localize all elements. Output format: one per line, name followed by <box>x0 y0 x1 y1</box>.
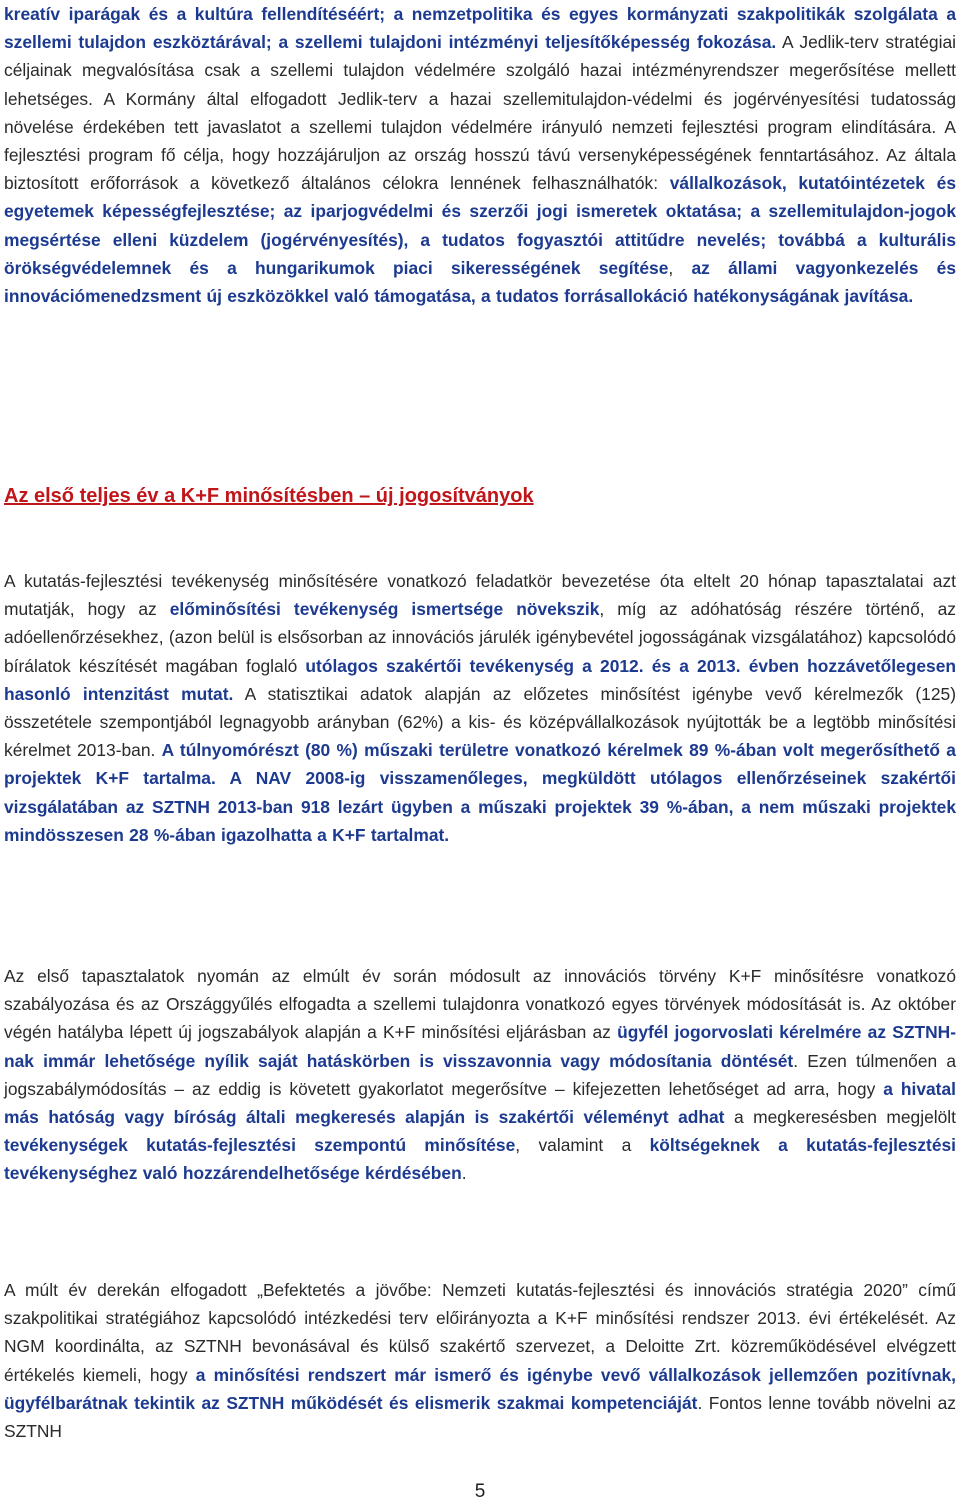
p1-text-3: A statisztikai adatok alapján az előzetes minősítést igénybe vevő kérelmezők (125) összetétele szempontjából legnagyobb arányban (62%) a kis- és középvállalkozások nyújtották be a legtöbb minősítési kérelmet 2013-ban. <box>4 683 956 761</box>
p1-emphasis-2: utólagos szakértői tevékenység a 2012. és a 2013. évben hozzávetőlegesen hasonló intenzitást mutat. <box>4 655 956 704</box>
p3-emphasis-1: a minősítési rendszert már ismerő és igénybe vevő vállalkozások jellemzően pozitívnak, ügyfélbarátnak tekintik az SZTNH működését és elismerik szakmai kompetenciáját <box>4 1364 956 1413</box>
p2-text-4: , valamint a <box>515 1135 650 1156</box>
intro-emphasis-2: vállalkozások, kutatóintézetek és egyetemek képességfejlesztése; az iparjogvédelmi és szerzői jogi ismeretek oktatása; a szellemitulajdon-jogok megsértése elleni küzdelem (jogérvényesítés), a tudatos fogyasztói attitűdre nevelés; továbbá a kulturális örökségvédelemnek és a hungarikumok piaci sikerességének segítése <box>4 173 956 278</box>
intro-emphasis-3: az állami vagyonkezelés és innovációmenedzsment új eszközökkel való támogatása, a tudatos forrásallokáció hatékonyságának javítása. <box>4 257 957 307</box>
p2-text-5: . <box>461 1163 467 1184</box>
paragraph-kf-minosites <box>4 567 956 849</box>
intro-paragraph <box>4 0 956 310</box>
p2-text-1: Az első tapasztalatok nyomán az elmúlt év során módosult az innovációs törvény K+F minősítésre vonatkozó szabályozása és az Országgyűlés elfogadta a szellemi tulajdonra vonatkozó egyes törvények módosítását is. Az október végén hatályba lépett új jogszabályok alapján a K+F minősítési eljárásban az <box>4 966 956 1043</box>
p2-emphasis-2: a hivatal más hatóság vagy bíróság általi megkeresés alapján is szakértői véleményt adhat <box>4 1078 956 1128</box>
intro-emphasis-1: kreatív iparágak és a kultúra fellendítéséért; a nemzetpolitika és egyes kormányzati szakpolitikák szolgálata a szellemi tulajdon eszköztárával; a szellemi tulajdoni intézményi teljesítőképesség fokozása. <box>4 4 956 53</box>
intro-text-1: A Jedlik-terv stratégiai céljainak megvalósítása csak a szellemi tulajdon védelmére szolgáló hazai intézményrendszer megerősítése mellett lehetséges. A Kormány által elfogadott Jedlik-terv a hazai szellemitulajdon-védelmi és jogérvényesítési tudatosság növelése érdekében tett javaslatot a szellemi tulajdon védelmére irányuló nemzeti fejlesztési program elindítására. A fejlesztési program fő célja, hogy hozzájáruljon az ország hosszú távú versenyképességének fenntartásához. Az általa biztosított erőforrások a következő általános célokra lennének felhasználhatók: <box>4 32 957 194</box>
section-heading: Az első teljes év a K+F minősítésben – új jogosítványok <box>4 485 534 507</box>
p2-text-2: . Ezen túlmenően a jogszabálymódosítás – az eddig is követett gyakorlatot megerősítve – kifejezetten lehetőséget ad arra, hogy <box>4 1050 956 1099</box>
p1-text-2: , míg az adóhatóság részére történő, az adóellenőrzésekhez, (azon belül is elsősorban az innovációs járulék igénybevétel jogosságának vizsgálatához) kapcsolódó bírálatok készítését magában foglaló <box>4 599 956 676</box>
p1-emphasis-1: előminősítési tevékenység ismertsége növekszik <box>169 599 600 620</box>
p2-text-3: a megkeresésben megjelölt <box>724 1107 956 1128</box>
p1-text-1: A kutatás-fejlesztési tevékenység minősítésére vonatkozó feladatkör bevezetése óta eltelt 20 hónap tapasztalatai azt mutatják, hogy az <box>4 571 956 620</box>
page-number: 5 <box>474 1481 486 1502</box>
p3-text-2: . Fontos lenne tovább növelni az SZTNH <box>4 1392 956 1442</box>
p2-emphasis-1: ügyfél jogorvoslati kérelmére az SZTNH-nak immár lehetősége nyílik saját hatáskörben is visszavonnia vagy módosítania döntését <box>4 1022 956 1071</box>
p2-emphasis-3: tevékenységek kutatás-fejlesztési szempontú minősítése <box>4 1135 516 1156</box>
p3-text-1: A múlt év derekán elfogadott „Befektetés a jövőbe: Nemzeti kutatás-fejlesztési és innovációs stratégia 2020” című szakpolitikai stratégiához kapcsolódó intézkedési terv előirányozta a K+F minősítési rendszer 2013. évi értékelését. Az NGM koordinálta, az SZTNH bevonásával és külső szakértő szervezet, a Deloitte Zrt. közreműködésével elvégzett értékelés kiemeli, hogy <box>4 1280 956 1385</box>
paragraph-jogszabaly-modositas <box>4 962 956 1188</box>
p2-emphasis-4: költségeknek a kutatás-fejlesztési tevékenységhez való hozzárendelhetősége kérdésében <box>4 1135 956 1184</box>
paragraph-ertekeles <box>4 1276 956 1445</box>
intro-text-2: , <box>668 257 692 278</box>
p1-emphasis-3: A túlnyomórészt (80 %) műszaki területre vonatkozó kérelmek 89 %-ában volt megerősíthető a projektek K+F tartalma. A NAV 2008-ig visszamenőleges, megküldött utólagos ellenőrzéseinek szakértői vizsgálatában az SZTNH 2013-ban 918 lezárt ügyben a műszaki projektek 39 %-ában, a nem műszaki projektek mindösszesen 28 %-ában igazolhatta a K+F tartalmat. <box>4 740 956 845</box>
